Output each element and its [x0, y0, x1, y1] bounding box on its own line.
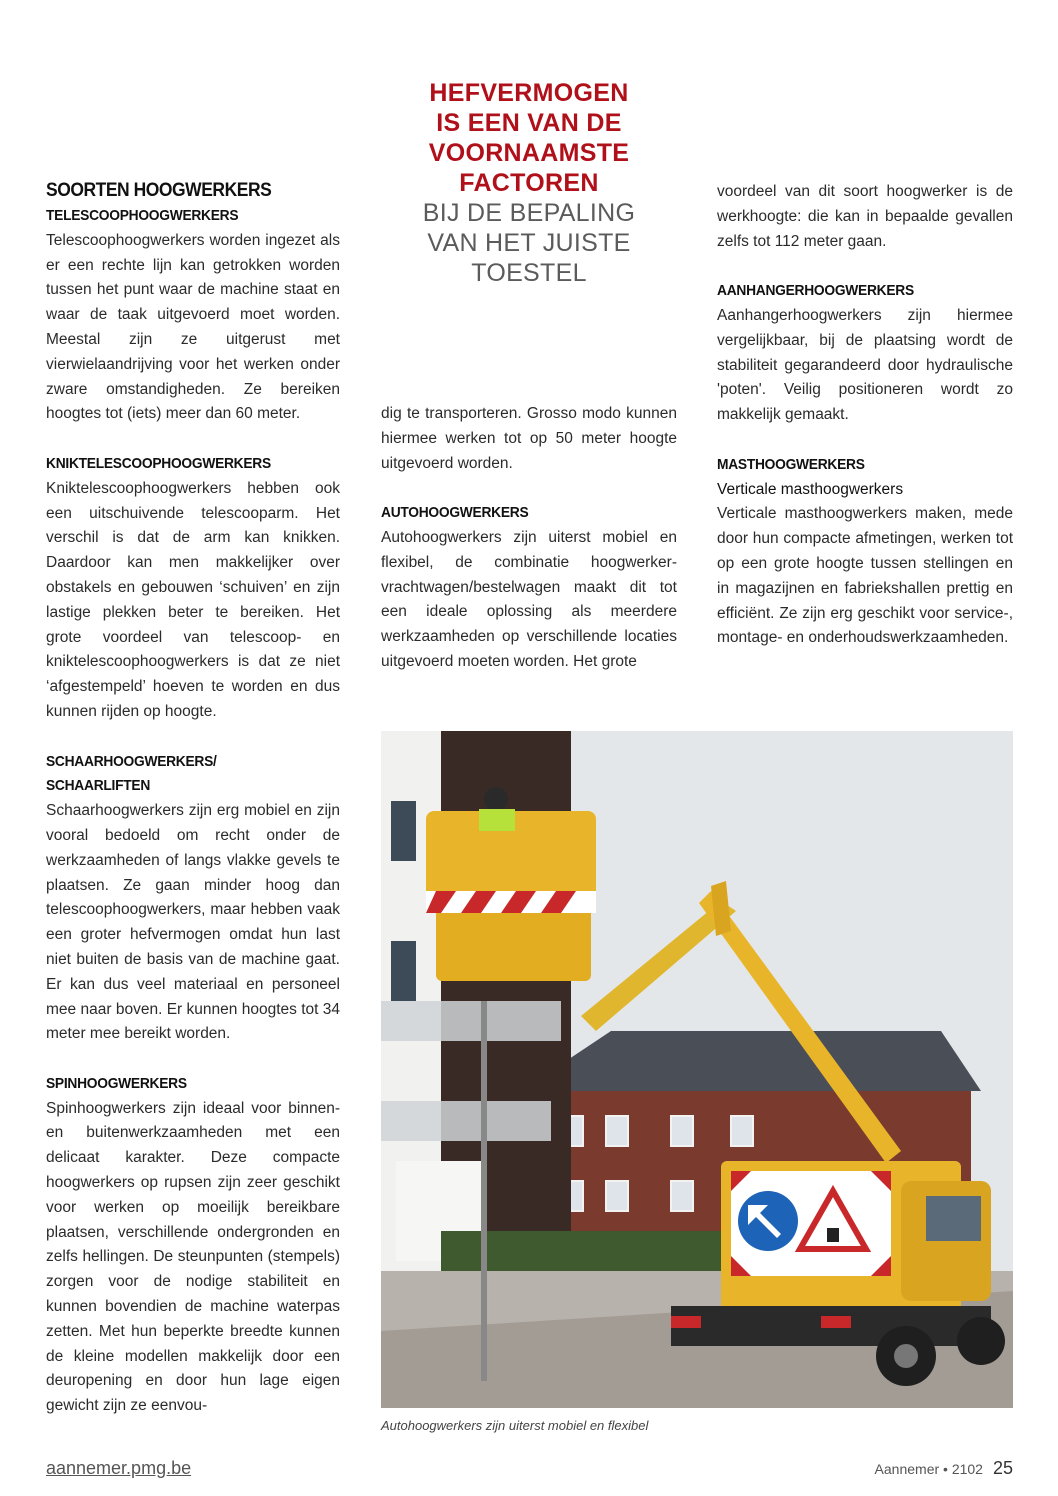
heading-autohoogwerkers: AUTOHOOGWERKERS — [381, 504, 529, 522]
text-schaarhoogwerkers: Schaarhoogwerkers zijn erg mobiel en zijn vooral bedoeld om recht onder de werkzaamheden of langs vlakke gevels te plaatsen. Ze gaan minder hoog dan telescoophoogwerkers, maar hebben vaak een groter hefvermogen omdat hun last niet buiten de basis van de machine gaat. Er kan dus veel materiaal en personeel mee naar boven. Er kunnen hoogtes tot 34 meter mee bereikt worden. — [46, 802, 340, 1043]
column-left — [46, 178, 340, 1419]
pull-quote-line: HEFVERMOGEN — [429, 79, 629, 107]
photo-illustration — [381, 731, 1013, 1408]
pull-quote — [400, 78, 658, 288]
column-middle — [381, 402, 677, 675]
heading-aanhangerhoogwerkers: AANHANGERHOOGWERKERS — [717, 282, 914, 300]
text-masthoogwerkers: Verticale masthoogwerkers maken, mede door hun compacte afmetingen, werken tot op een grote hoogte tussen stellingen en in magazijnen en fabriekshallen prettig en efficiënt. Ze zijn erg geschikt voor service-, montage- en onderhoudswerkzaamheden. — [717, 505, 1013, 647]
text-kniktelescoophoogwerkers: Kniktelescoophoogwerkers hebben ook een uitschuivende telescooparm. Het verschil is dat de arm kan knikken. Daardoor kan men makkelijker over obstakels en gebouwen ‘schuiven’ en zijn lastige plekken beter te bereiken. Het grote voordeel van telescoop- en kniktelescoophoogwerkers is dat ze niet ‘afgestempeld’ hoeven te worden en dus kunnen rijden op hoogte. — [46, 479, 340, 720]
footer-website-link[interactable]: aannemer.pmg.be — [46, 1458, 192, 1478]
pull-quote-line: BIJ DE BEPALING — [422, 199, 636, 227]
heading-schaarliften: SCHAARLIFTEN — [46, 777, 151, 795]
pull-quote-line: VAN HET JUISTE — [427, 229, 631, 257]
article-section-title: SOORTEN HOOGWERKERS — [46, 180, 272, 201]
pull-quote-line: FACTOREN — [459, 169, 599, 197]
heading-masthoogwerkers: MASTHOOGWERKERS — [717, 455, 865, 473]
subheading-verticale-masthoogwerkers: Verticale masthoogwerkers — [717, 480, 904, 498]
heading-schaarhoogwerkers: SCHAARHOOGWERKERS/ — [46, 752, 217, 770]
heading-spinhoogwerkers: SPINHOOGWERKERS — [46, 1074, 187, 1092]
text-aanhangerhoogwerkers: Aanhangerhoogwerkers zijn hiermee vergelijkbaar, bij de plaatsing wordt de stabiliteit gegarandeerd door hydraulische 'poten'. Veilig positioneren wordt zo makkelijk gemaakt. — [717, 306, 1013, 424]
text-continuation-right: voordeel van dit soort hoogwerker is de werkhoogte: die kan in bepaalde gevallen zelfs tot 112 meter gaan. — [717, 183, 1013, 250]
pull-quote-line: TOESTEL — [471, 259, 587, 287]
text-spinhoogwerkers: Spinhoogwerkers zijn ideaal voor binnen- en buitenwerkzaamheden met een delicaat karakter. Deze compacte hoogwerkers op rupsen zijn zeer geschikt voor werken op moeilijk bereikbare plaatsen, verschillende ondergronden en zelfs hellingen. De steunpunten (stempels) zorgen voor de nodige stabiliteit en kunnen bovendien de machine waterpas zetten. Met hun beperkte breedte kunnen de kleine modellen makkelijk door een deuropening en door hun lage eigen gewicht zijn ze eenvou- — [46, 1099, 340, 1415]
text-telescoophoogwerkers: Telescoophoogwerkers worden ingezet als er een rechte lijn kan getrokken worden tussen het punt waar de machine staat en waar de taak uitgevoerd moet worden. Meestal zijn ze uitgerust met vierwielaandrijving voor het werken onder zware omstandigheden. Ze bereiken hoogtes tot (iets) meer dan 60 meter. — [46, 231, 340, 423]
column-right — [717, 180, 1013, 651]
text-continuation-middle: dig te transporteren. Grosso modo kunnen hiermee werken tot op 50 meter hoogte uitgevoerd worden. — [381, 405, 677, 472]
pull-quote-line: VOORNAAMSTE — [428, 139, 630, 167]
photo-autohoogwerker — [381, 731, 1013, 1408]
heading-kniktelescoophoogwerkers: KNIKTELESCOOPHOOGWERKERS — [46, 454, 271, 472]
text-autohoogwerkers: Autohoogwerkers zijn uiterst mobiel en flexibel, de combinatie hoogwerker-vrachtwagen/bestelwagen maakt dit tot een ideale oplossing als meerdere werkzaamheden op verschillende locaties uitgevoerd moeten worden. Het grote — [381, 528, 677, 670]
page-number: 25 — [992, 1458, 1013, 1478]
footer-issue: Aannemer • 2102 — [874, 1461, 983, 1477]
footer-page-info — [875, 1458, 1013, 1479]
photo-caption: Autohoogwerkers zijn uiterst mobiel en flexibel — [381, 1418, 649, 1433]
heading-telescoophoogwerkers: TELESCOOPHOOGWERKERS — [46, 207, 239, 224]
pull-quote-line: IS EEN VAN DE — [436, 109, 622, 137]
